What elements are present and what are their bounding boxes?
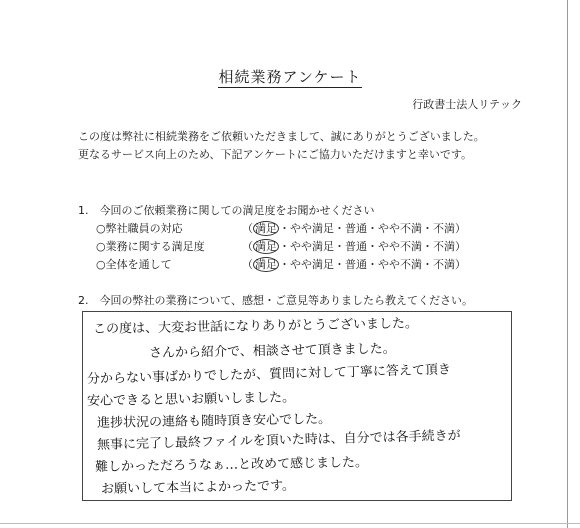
rating-row-staff bbox=[96, 220, 466, 236]
intro-line: この度は弊社に相続業務をご依頼いただきまして、誠にありがとうございました。 bbox=[78, 130, 485, 143]
page-title: 相続業務アンケート bbox=[218, 68, 362, 86]
rating-row-overall bbox=[96, 256, 466, 272]
question-2-text: 2. 今回の弊社の業務について、感想・ご意見等ありましたら教えてください。 bbox=[78, 294, 474, 307]
handwritten-line: 安心できると思いお願いしました。 bbox=[86, 390, 296, 409]
rating-row-label: ○業務に関する満足度 bbox=[96, 240, 205, 253]
open-paren: （ bbox=[242, 240, 253, 253]
open-paren: （ bbox=[242, 222, 253, 235]
scan-edge bbox=[0, 523, 580, 524]
organization-name: 行政書士法人リテック bbox=[412, 98, 522, 111]
other-options[interactable]: ・やや満足・普通・やや不満・不満） bbox=[279, 240, 466, 253]
intro-line: 更なるサービス向上のため、下記アンケートにご協力いただけますと幸いです。 bbox=[78, 148, 473, 161]
handwritten-line: さんから紹介で、相談させて頂きました。 bbox=[148, 341, 396, 361]
rating-row-service bbox=[96, 238, 466, 254]
rating-row-label: ○全体を通して bbox=[96, 258, 172, 271]
open-paren: （ bbox=[242, 258, 253, 271]
handwritten-line: 進捗状況の連絡も随時頂き安心でした。 bbox=[96, 411, 332, 431]
option-satisfied-selected[interactable]: 満足 bbox=[255, 258, 277, 271]
rating-row-label: ○弊社職員の対応 bbox=[96, 222, 183, 235]
scan-edge bbox=[567, 0, 568, 528]
other-options[interactable]: ・やや満足・普通・やや不満・不満） bbox=[279, 222, 466, 235]
other-options[interactable]: ・やや満足・普通・やや不満・不満） bbox=[279, 258, 466, 271]
option-satisfied-selected[interactable]: 満足 bbox=[255, 240, 277, 253]
handwritten-line: お願いして本当によかったです。 bbox=[100, 478, 296, 497]
handwritten-line: 無事に完了し最終ファイルを頂いた時は、自分では各手続きが bbox=[96, 428, 461, 453]
answer-textbox[interactable] bbox=[82, 311, 512, 501]
question-1-text: 1. 今回のご依頼業務に関しての満足度をお聞かせください bbox=[78, 204, 375, 217]
option-satisfied-selected[interactable]: 満足 bbox=[255, 222, 277, 235]
handwritten-line: 難しかっただろうなぁ…と改めて感じました。 bbox=[94, 455, 369, 475]
intro-text bbox=[78, 128, 485, 164]
handwritten-line: 分からない事ばかりでしたが、質問に対して丁寧に答えて頂き bbox=[86, 362, 452, 387]
handwritten-line: この度は、大変お世話になりありがとうございました。 bbox=[92, 316, 419, 337]
